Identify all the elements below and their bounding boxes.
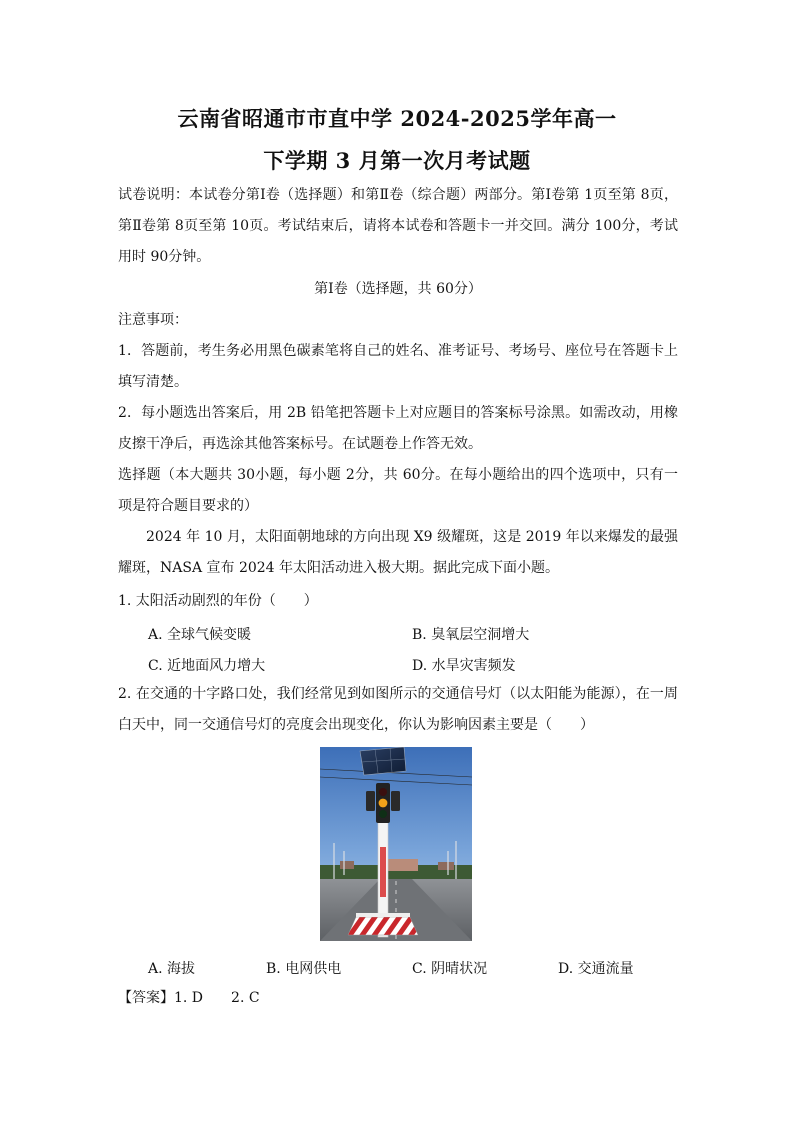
answer-1: 1. D — [174, 990, 204, 1006]
answer-line — [118, 987, 260, 1007]
note-2: 2．每小题选出答案后，用 2B 铅笔把答题卡上对应题目的答案标号涂黑。如需改动，用橡皮擦干净后，再选涂其他答案标号。在试题卷上作答无效。 — [118, 405, 678, 452]
q1-option-c: C. 近地面风力增大 — [148, 658, 266, 674]
note-1: 1．答题前，考生务必用黑色碳素笔将自己的姓名、准考证号、考场号、座位号在答题卡上填写清楚。 — [118, 343, 678, 390]
notes-heading: 注意事项： — [118, 312, 188, 328]
answer-label: 【答案】 — [118, 990, 174, 1006]
q1-option-b: B. 臭氧层空洞增大 — [412, 627, 530, 643]
q2-option-a: A. 海拔 — [148, 961, 196, 977]
q2-option-c: C. 阴晴状况 — [412, 961, 488, 977]
question-2-stem: 2. 在交通的十字路口处，我们经常见到如图所示的交通信号灯（以太阳能为能源），在一周白天中，同一交通信号灯的亮度会出现变化，你认为影响因素主要是（ ） — [118, 686, 678, 733]
q1-option-d: D. 水旱灾害频发 — [412, 658, 516, 674]
question-passage: 2024 年 10 月，太阳面朝地球的方向出现 X9 级耀斑，这是 2019 年以来爆发的最强耀斑，NASA 宣布 2024 年太阳活动进入极大期。据此完成下面小题。 — [118, 529, 678, 576]
traffic-light-photo — [320, 747, 472, 941]
exam-title-line1: 云南省昭通市市直中学 2024-2025学年高一 — [177, 106, 617, 131]
exam-title-line2: 下学期 3 月第一次月考试题 — [263, 148, 531, 173]
answer-2: 2. C — [231, 990, 260, 1006]
q2-option-b: B. 电网供电 — [266, 961, 342, 977]
q2-option-d: D. 交通流量 — [558, 961, 634, 977]
choice-section-intro: 选择题（本大题共 30小题，每小题 2分，共 60分。在每小题给出的四个选项中，只有一项是符合题目要求的） — [118, 467, 678, 514]
q1-option-a: A. 全球气候变暖 — [148, 627, 252, 643]
exam-instructions: 试卷说明：本试卷分第Ⅰ卷（选择题）和第Ⅱ卷（综合题）两部分。第Ⅰ卷第 1页至第 8页，第Ⅱ卷第 8页至第 10页。考试结束后，请将本试卷和答题卡一并交回。满分 100分，考试用时 90分钟。 — [118, 187, 678, 265]
section-heading: 第Ⅰ卷（选择题，共 60分） — [314, 281, 482, 297]
question-1-stem: 1. 太阳活动剧烈的年份（ ） — [118, 593, 318, 609]
